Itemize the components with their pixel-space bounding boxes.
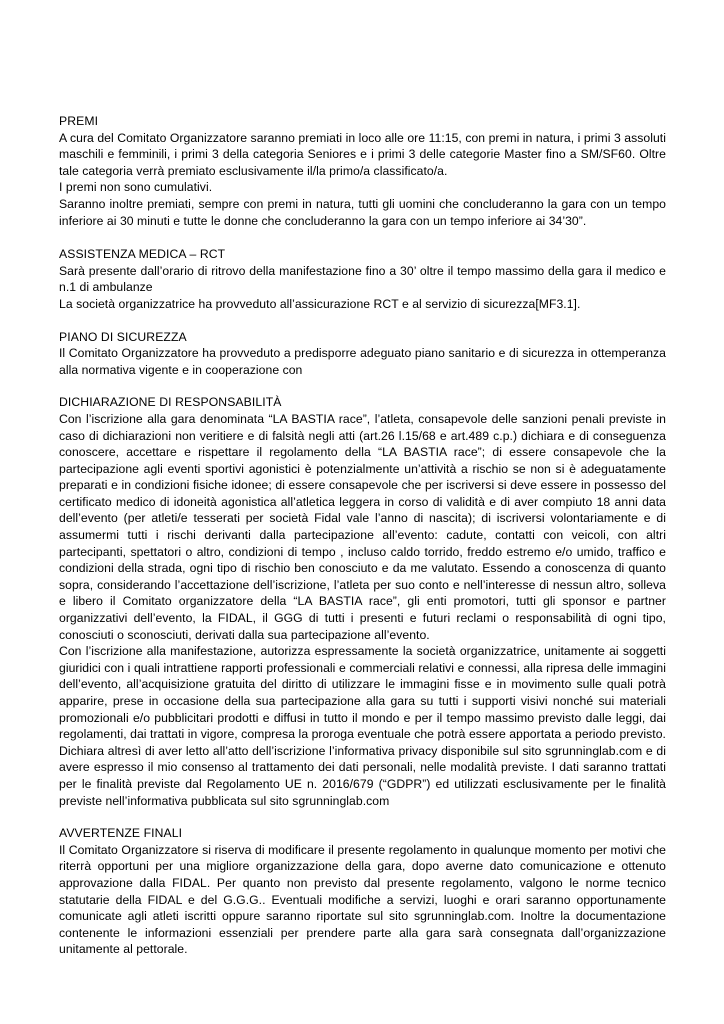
section-spacer <box>59 313 666 329</box>
section-heading: ASSISTENZA MEDICA – RCT <box>59 247 226 262</box>
paragraph: Con l’iscrizione alla manifestazione, autorizza espressamente la società organizzatrice, unitamente ai soggetti giuridici con i quali intrattiene rapporti professionali e commerciali relativi e connessi, alla ripresa delle immagini dell’evento, all’acquisizione gratuita del diritto di utilizzare le immagini fisse e in movimento sulle quali potrà apparire, prese in occasione della sua partecipazione alla gara su tutti i supporti visivi nonché sui materiali promozionali e/o pubblicitari prodotti e diffusi in tutto il mondo e per il tempo massimo previsto dalle leggi, dai regolamenti, dai trattati in vigore, compresa la proroga eventuale che potrà essere apportata a periodo previsto. Dichiara altresì di aver letto all’atto dell’iscrizione l’informativa privacy disponibile sul sito sgrunninglab.com e di avere espresso il mio consenso al trattamento dei dati personali, nelle modalità previste. I dati saranno trattati per le finalità previste dal Regolamento UE n. 2016/679 (“GDPR”) ed utilizzati esclusivamente per le finalità previste nell’informativa pubblicata sul sito sgrunninglab.com <box>59 644 666 808</box>
paragraph: Saranno inoltre premiati, sempre con premi in natura, tutti gli uomini che concluderanno la gara con un tempo inferiore ai 30 minuti e tutte le donne che concluderanno la gara con un tempo inferiore ai 34’30”. <box>59 196 666 228</box>
section-avvertenze-finali <box>59 825 666 958</box>
paragraph: Il Comitato Organizzatore si riserva di modificare il presente regolamento in qualunque momento per motivi che riterrà opportuni per una migliore organizzazione della gara, dopo averne dato comunicazione e ottenuto approvazione dalla FIDAL. Per quanto non previsto dal presente regolamento, valgono le norme tecnico statutarie della FIDAL e del G.G.G.. Eventuali modifiche a servizi, luoghi e orari saranno opportunamente comunicate agli atleti iscritti oppure saranno riportate sul sito sgrunninglab.com. Inoltre la documentazione contenente le informazioni essenziali per prendere parte alla gara sarà consegnata dall’organizzazione unitamente al pettorale. <box>59 842 666 957</box>
section-piano-di-sicurezza <box>59 329 666 379</box>
paragraph: Il Comitato Organizzatore ha provveduto a predisporre adeguato piano sanitario e di sicurezza in ottemperanza alla normativa vigente e in cooperazione con <box>59 346 666 377</box>
section-premi <box>59 113 666 229</box>
paragraph: Sarà presente dall’orario di ritrovo della manifestazione fino a 30’ oltre il tempo massimo della gara il medico e n.1 di ambulanze <box>59 263 666 295</box>
section-heading: AVVERTENZE FINALI <box>59 826 183 841</box>
section-spacer <box>59 229 666 246</box>
section-assistenza-medica <box>59 246 666 312</box>
paragraph: La società organizzatrice ha provveduto all’assicurazione RCT e al servizio di sicurezza[MF3.1]. <box>59 296 581 311</box>
document-body <box>59 113 666 958</box>
paragraph: I premi non sono cumulativi. <box>59 180 213 195</box>
section-spacer <box>59 378 666 394</box>
section-heading: PREMI <box>59 114 99 128</box>
section-spacer <box>59 809 666 825</box>
section-dichiarazione-responsabilita <box>59 394 666 809</box>
section-heading: DICHIARAZIONE DI RESPONSABILITÀ <box>59 395 282 410</box>
paragraph: Con l’iscrizione alla gara denominata “LA BASTIA race”, l’atleta, consapevole delle sanzioni penali previste in caso di dichiarazioni non veritiere e di falsità negli atti (art.26 l.15/68 e art.489 c.p.) dichiara e di conseguenza conoscere, accettare e rispettare il regolamento della “LA BASTIA race”; di essere consapevole che la partecipazione agli eventi sportivi agonistici è potenzialmente un’attività a rischio se non si è adeguatamente preparati e in condizioni fisiche idonee; di essere consapevole che per iscriversi si deve essere in possesso del certificato medico di idoneità agonistica all’atletica leggera in corso di validità e di aver compiuto 18 anni data dell’evento (per atleti/e tesserati per società Fidal vale l’anno di nascita); di iscriversi volontariamente e di assumermi tutti i rischi derivanti dalla partecipazione all’evento: cadute, contatti con veicoli, con altri partecipanti, spettatori o altro, condizioni di tempo , incluso caldo torrido, freddo estremo e/o umido, traffico e condizioni della strada, ogni tipo di rischio ben conosciuto e da me valutato. Essendo a conoscenza di quanto sopra, considerando l’accettazione dell’iscrizione, l’atleta per suo conto e nell’interesse di nessun altro, solleva e libero il Comitato organizzatore della “LA BASTIA race”, gli enti promotori, tutti gli sponsor e partner organizzativi dell’evento, la FIDAL, il GGG di tutti i presenti e futuri reclami o responsabilità di ogni tipo, conosciuti o sconosciuti, derivati dalla sua partecipazione all’evento. <box>59 411 666 642</box>
paragraph: A cura del Comitato Organizzatore saranno premiati in loco alle ore 11:15, con premi in natura, i primi 3 assoluti maschili e femminili, i primi 3 della categoria Seniores e i primi 3 delle categorie Master fino a SM/SF60. Oltre tale categoria verrà premiato esclusivamente il/la primo/a classificato/a. <box>59 130 666 178</box>
section-heading: PIANO DI SICUREZZA <box>59 329 187 344</box>
